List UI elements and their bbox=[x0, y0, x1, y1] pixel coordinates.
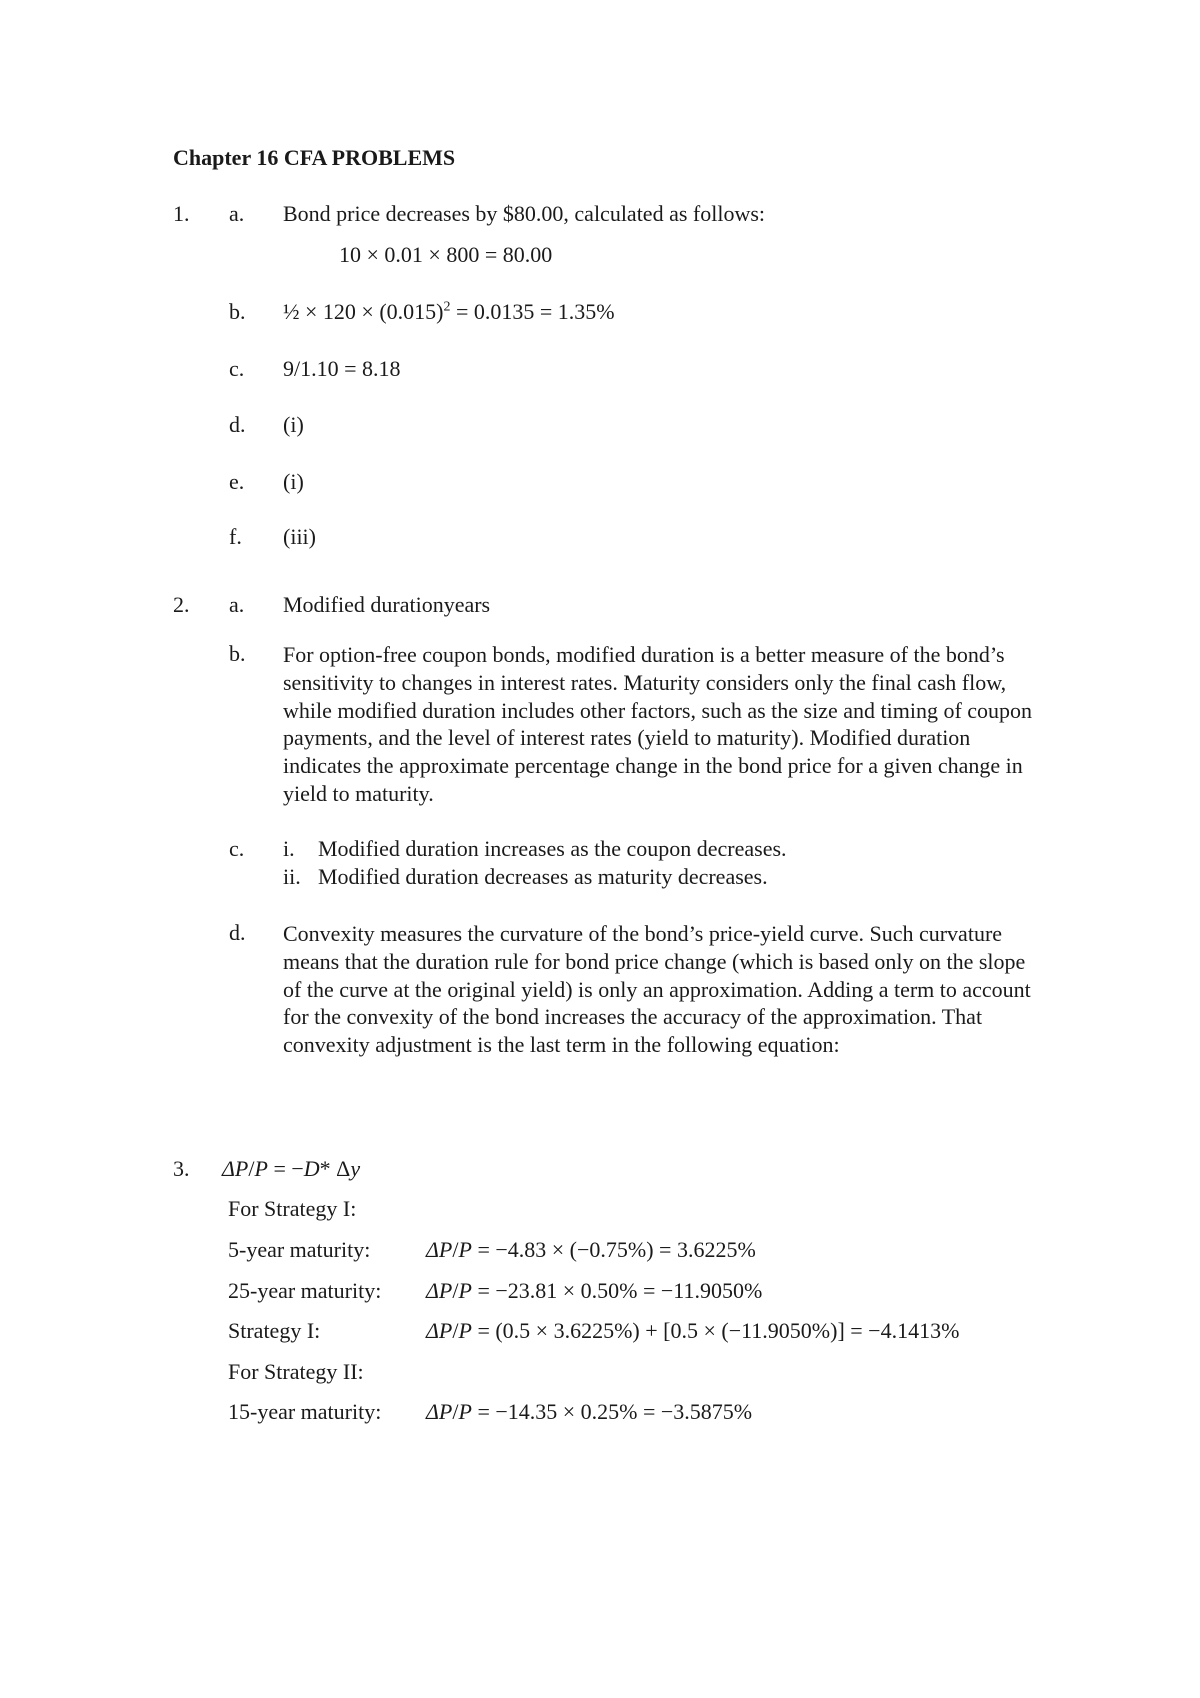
problem-1b-exponent: 2 bbox=[443, 299, 451, 315]
problem-2c-ii-text: Modified duration decreases as maturity decreases. bbox=[318, 864, 768, 889]
row-strategy-1-slash: / bbox=[452, 1318, 459, 1343]
row-5-year-p: P bbox=[458, 1237, 472, 1262]
problem-2b-paragraph: For option-free coupon bonds, modified duration is a better measure of the bond’s sensitivity to changes in interest rates. Maturity considers only the final cash flow, while modified duration includes other factors, such as the size and timing of coupon payments, and the level of interest rates (yield to maturity). Modified duration indicates the approximate percentage change in the bond price for a given change in yield to maturity. bbox=[283, 642, 1033, 806]
problem-2c-letter: c. bbox=[229, 836, 245, 861]
problem-1e-text: (i) bbox=[283, 469, 304, 494]
formula-slash: / bbox=[248, 1156, 255, 1181]
formula-p: P bbox=[254, 1156, 268, 1181]
problem-1b-equation-base: ½ × 120 × (0.015) bbox=[283, 299, 444, 324]
problem-1b-equation-result: = 0.0135 = 1.35% bbox=[450, 299, 615, 324]
problem-1a-text: Bond price decreases by $80.00, calculated as follows: bbox=[283, 201, 766, 226]
problem-1a-equation: 10 × 0.01 × 800 = 80.00 bbox=[339, 242, 553, 267]
row-5-year-slash: / bbox=[452, 1237, 459, 1262]
row-15-year-label: 15-year maturity: bbox=[228, 1399, 382, 1424]
formula-d: D bbox=[303, 1156, 320, 1181]
page-title: Chapter 16 CFA PROBLEMS bbox=[173, 145, 456, 170]
problem-3-formula bbox=[222, 1156, 360, 1182]
row-25-year-delta-p: ΔP bbox=[426, 1278, 453, 1303]
row-25-year-p: P bbox=[458, 1278, 472, 1303]
problem-1-number: 1. bbox=[173, 201, 190, 226]
row-5-year-label: 5-year maturity: bbox=[228, 1237, 371, 1262]
problem-1d-text: (i) bbox=[283, 412, 304, 437]
row-15-year-p: P bbox=[458, 1399, 472, 1424]
formula-star-delta: * Δ bbox=[319, 1156, 351, 1181]
row-5-year-delta-p: ΔP bbox=[426, 1237, 453, 1262]
formula-y: y bbox=[350, 1156, 361, 1181]
row-25-year-rhs: = −23.81 × 0.50% = −11.9050% bbox=[471, 1278, 763, 1303]
problem-2c-i-number: i. bbox=[283, 836, 295, 861]
row-15-year-delta-p: ΔP bbox=[426, 1399, 453, 1424]
row-strategy-1-rhs: = (0.5 × 3.6225%) + [0.5 × (−11.9050%)] = −4.1413% bbox=[471, 1318, 960, 1343]
row-5-year-rhs: = −4.83 × (−0.75%) = 3.6225% bbox=[471, 1237, 756, 1262]
problem-1b-equation bbox=[283, 299, 615, 325]
problem-2d-paragraph: Convexity measures the curvature of the bond’s price-yield curve. Such curvature means that the duration rule for bond price change (which is based only on the slope of the curve at the original yield) is only an approximation. Adding a term to account for the convexity of the bond increases the accuracy of the approximation. That convexity adjustment is the last term in the following equation: bbox=[283, 921, 1031, 1058]
problem-2c-ii-number: ii. bbox=[283, 864, 301, 889]
strategy-1-header: For Strategy I: bbox=[228, 1196, 357, 1221]
problem-2a-text: Modified durationyears bbox=[283, 592, 491, 617]
problem-1b-letter: b. bbox=[229, 299, 246, 324]
strategy-2-header: For Strategy II: bbox=[228, 1359, 364, 1384]
problem-1d-letter: d. bbox=[229, 412, 246, 437]
problem-2d-letter: d. bbox=[229, 920, 246, 945]
row-15-year-rhs: = −14.35 × 0.25% = −3.5875% bbox=[471, 1399, 753, 1424]
row-25-year-slash: / bbox=[452, 1278, 459, 1303]
problem-1c-text: 9/1.10 = 8.18 bbox=[283, 356, 401, 381]
row-15-year-slash: / bbox=[452, 1399, 459, 1424]
problem-1e-letter: e. bbox=[229, 469, 245, 494]
problem-1a-letter: a. bbox=[229, 201, 245, 226]
row-15-year-equation bbox=[426, 1399, 752, 1425]
problem-2c-i-text: Modified duration increases as the coupon decreases. bbox=[318, 836, 787, 861]
problem-2a-letter: a. bbox=[229, 592, 245, 617]
formula-delta-p: ΔP bbox=[222, 1156, 249, 1181]
row-5-year-equation bbox=[426, 1237, 756, 1263]
row-25-year-equation bbox=[426, 1278, 762, 1304]
row-strategy-1-label: Strategy I: bbox=[228, 1318, 321, 1343]
row-25-year-label: 25-year maturity: bbox=[228, 1278, 382, 1303]
problem-1f-letter: f. bbox=[229, 524, 242, 549]
problem-3-number: 3. bbox=[173, 1156, 190, 1181]
row-strategy-1-delta-p: ΔP bbox=[426, 1318, 453, 1343]
problem-2b-letter: b. bbox=[229, 641, 246, 666]
row-strategy-1-p: P bbox=[458, 1318, 472, 1343]
problem-1f-text: (iii) bbox=[283, 524, 316, 549]
problem-1c-letter: c. bbox=[229, 356, 245, 381]
row-strategy-1-equation bbox=[426, 1318, 959, 1344]
problem-2-number: 2. bbox=[173, 592, 190, 617]
formula-equals: = − bbox=[267, 1156, 304, 1181]
